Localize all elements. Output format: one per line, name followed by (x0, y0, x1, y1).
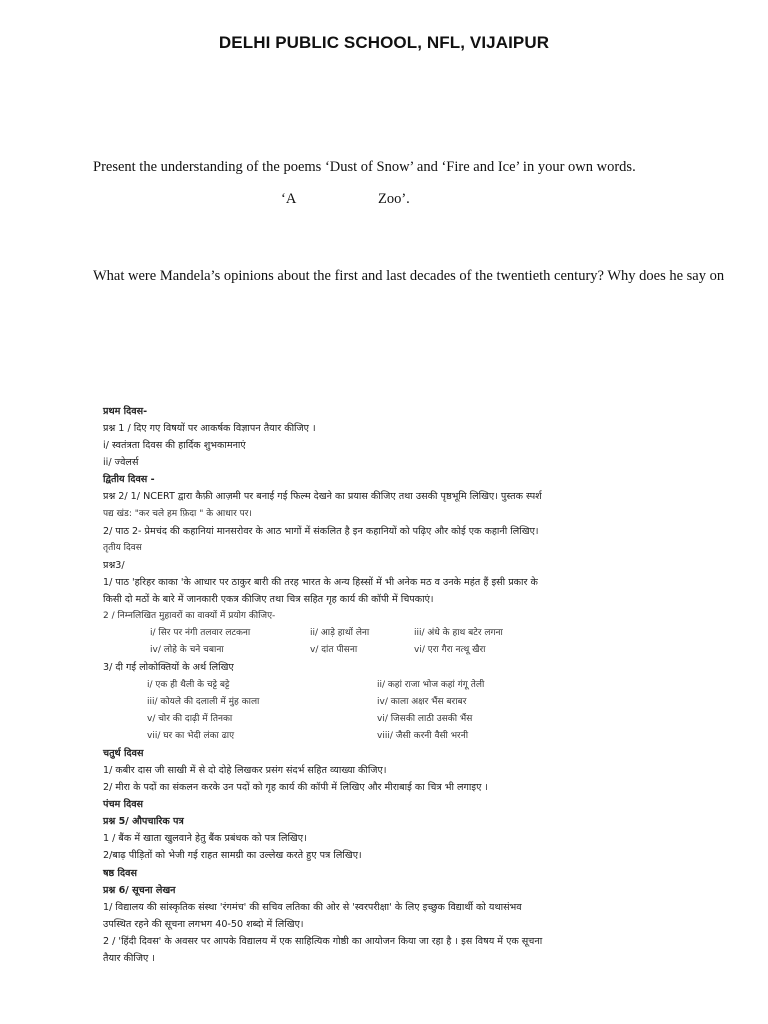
proverb-row (103, 728, 723, 745)
question-5-1: 1 / बैंक में खाता खुलवाने हेतु बैंक प्रबंधक को पत्र लिखिए। (103, 833, 307, 845)
question-3-1-line-1: 1/ पाठ 'हरिहर काका 'के आधार पर ठाकुर बारी की तरह भारत के अन्य हिस्सों में भी अनेक मठ व उनके महंत हैं इसी प्रकार के (103, 576, 538, 588)
question-3-1-line-2: किसी दो मठों के बारे में जानकारी एकत्र कीजिए तथा चित्र सहित गृह कार्य की कॉपी में चिपकाएं। (103, 594, 434, 606)
proverb-item: viii/ जैसी करनी वैसी भरनी (377, 730, 469, 741)
question-4-2: 2/ मीरा के पदों का संकलन करके उन पदों को गृह कार्य की कॉपी में लिखिए और मीराबाई का चित्र भी लगाइए । (103, 782, 489, 794)
question-1-item-i: i/ स्वतंत्रता दिवस की हार्दिक शुभकामनाएं (103, 440, 246, 452)
question-6-1-line-1: 1/ विद्यालय की सांस्कृतिक संस्था 'रंगमंच' की सचिव लतिका की ओर से 'स्वरपरीक्षा' के लिए इच्छुक विद्यार्थी को यथासंभव (103, 901, 522, 913)
question-2-2: 2/ पाठ 2- प्रेमचंद की कहानियां मानसरोवर के आठ भागों में संकलित है इन कहानियों को पढ़िए और कोई एक कहानी लिखिए। (103, 525, 539, 537)
idiom-item: vi/ एरा गैरा नत्थू खैरा (414, 645, 486, 656)
day5-heading: पंचम दिवस (103, 799, 144, 811)
proverb-item: iv/ काला अक्षर भैंस बराबर (377, 696, 467, 707)
day4-heading: चतुर्थ दिवस (103, 747, 144, 759)
question-6-2-line-1: 2 / 'हिंदी दिवस' के अवसर पर आपके विद्यालय में एक साहित्यिक गोष्ठी का आयोजन किया जा रहा है । इस विषय में एक सूचना (103, 935, 543, 947)
proverb-item: iii/ कोयले की दलाली में मुंह काला (147, 696, 260, 707)
idiom-item: iii/ अंधे के हाथ बटेर लगना (414, 628, 503, 639)
question-4-1: 1/ कबीर दास जी साखी में से दो दोहे लिखकर प्रसंग संदर्भ सहित व्याख्या कीजिए। (103, 764, 387, 776)
proverb-row (103, 677, 723, 694)
question-5-label: प्रश्न 5/ औपचारिक पत्र (103, 816, 184, 828)
idiom-item: i/ सिर पर नंगी तलवार लटकना (150, 628, 251, 639)
proverb-item: vii/ घर का भेदी लंका ढाए (147, 730, 235, 741)
question-6-2-line-2: तैयार कीजिए । (103, 953, 155, 964)
english-question-poems: Present the understanding of the poems ‘Dust of Snow’ and ‘Fire and Ice’ in your own words. (93, 159, 636, 175)
question-3-3: 3/ दी गई लोकोक्तियों के अर्थ लिखिए (103, 662, 234, 674)
proverb-row (103, 694, 723, 711)
question-1-item-ii: ii/ ज्वेलर्स (103, 457, 139, 469)
english-question-mandela: What were Mandela’s opinions about the first and last decades of the twentieth century? Why does he say on (93, 268, 725, 284)
proverb-item: vi/ जिसकी लाठी उसकी भैंस (377, 713, 473, 724)
question-2-1-line-1: प्रश्न 2/ 1/ NCERT द्वारा कैफ़ी आज़मी पर बनाई गई फिल्म देखने का प्रयास कीजिए तथा उसकी पृष्ठभूमि लिखिए। पुस्तक स्पर्श (103, 491, 542, 503)
hindi-homework-section (103, 403, 723, 967)
day3-heading: तृतीय दिवस (103, 542, 142, 553)
proverb-row (103, 711, 723, 728)
day2-heading: द्वितीय दिवस - (103, 474, 155, 486)
question-2-1-line-2: पद्य खंड: "कर चले हम फ़िदा " के आधार पर। (103, 508, 252, 519)
idiom-item: iv/ लोहे के चने चबाना (150, 645, 224, 656)
question-5-2: 2/बाढ़ पीड़ितों को भेजी गई राहत सामग्री का उल्लेख करते हुए पत्र लिखिए। (103, 850, 362, 862)
zoo-text-part-1: ‘A (281, 191, 297, 207)
question-3-2: 2 / निम्नलिखित मुहावरों का वाक्यों में प्रयोग कीजिए- (103, 611, 276, 622)
zoo-text-part-2: Zoo’. (378, 191, 410, 207)
idiom-row (103, 642, 723, 659)
day1-heading: प्रथम दिवस- (103, 406, 148, 417)
question-6-1-line-2: उपस्थित रहने की सूचना लगभग 40-50 शब्दो में लिखिए। (103, 918, 304, 930)
proverb-item: ii/ कहां राजा भोज कहां गंगू तेली (377, 679, 485, 690)
proverb-item: v/ चोर की दाढ़ी में तिनका (147, 713, 233, 724)
idiom-row (103, 625, 723, 642)
question-1: प्रश्न 1 / दिए गए विषयों पर आकर्षक विज्ञापन तैयार कीजिए । (103, 423, 316, 435)
question-3-label: प्रश्न3/ (103, 559, 125, 571)
question-6-label: प्रश्न 6/ सूचना लेखन (103, 884, 176, 896)
school-name-heading: DELHI PUBLIC SCHOOL, NFL, VIJAIPUR (218, 33, 550, 52)
idiom-item: ii/ आड़े हाथों लेना (310, 628, 370, 639)
day6-heading: षष्ठ दिवस (103, 867, 137, 879)
proverb-item: i/ एक ही थैली के चट्टे बट्टे (147, 679, 230, 690)
idiom-item: v/ दांत पीसना (310, 645, 358, 656)
